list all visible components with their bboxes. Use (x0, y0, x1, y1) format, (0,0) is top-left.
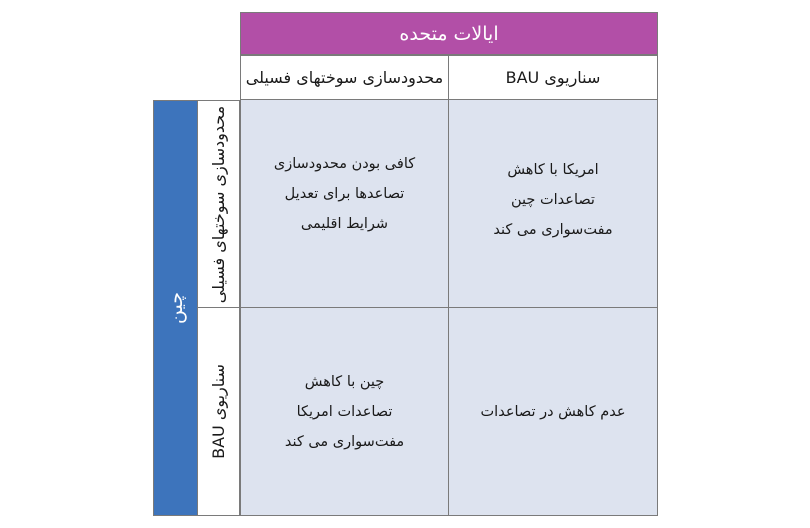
china-header (153, 100, 198, 516)
cell-line: عدم کاهش در تصاعدات (480, 403, 626, 420)
row-header-bau (198, 308, 240, 516)
cell-line: کافی بودن محدودسازی (273, 155, 416, 172)
cell-line: مفت‌سواری می کند (493, 221, 613, 238)
cell-line: چین با کاهش (304, 373, 385, 390)
cell-line: تصاعدات چین (511, 191, 595, 208)
row-header-bau-label: سناریوی BAU (209, 364, 228, 459)
cell-us-bau-china-limit (449, 100, 658, 308)
cell-line: شرایط اقلیمی (300, 215, 389, 232)
china-header-label: چین (164, 292, 187, 324)
cell-line: مفت‌سواری می کند (284, 433, 405, 450)
column-header-fossil-limit (240, 55, 449, 100)
cell-line: امریکا با کاهش (507, 161, 599, 178)
cell-line: تصاعدات امریکا (296, 403, 393, 420)
us-header-label: ایالات متحده (399, 22, 499, 45)
cell-us-limit-china-bau (240, 308, 449, 516)
us-header (240, 12, 658, 55)
cell-both-limit (240, 100, 449, 308)
cell-both-bau (449, 308, 658, 516)
column-header-bau-label: سناریوی BAU (505, 68, 601, 87)
row-header-fossil-limit (198, 100, 240, 308)
column-header-fossil-limit-label: محدودسازی سوختهای فسیلی (245, 68, 444, 87)
row-header-fossil-limit-label: محدودسازی سوختهای فسیلی (209, 105, 228, 303)
cell-line: تصاعدها برای تعدیل (284, 185, 405, 202)
column-header-bau (449, 55, 658, 100)
